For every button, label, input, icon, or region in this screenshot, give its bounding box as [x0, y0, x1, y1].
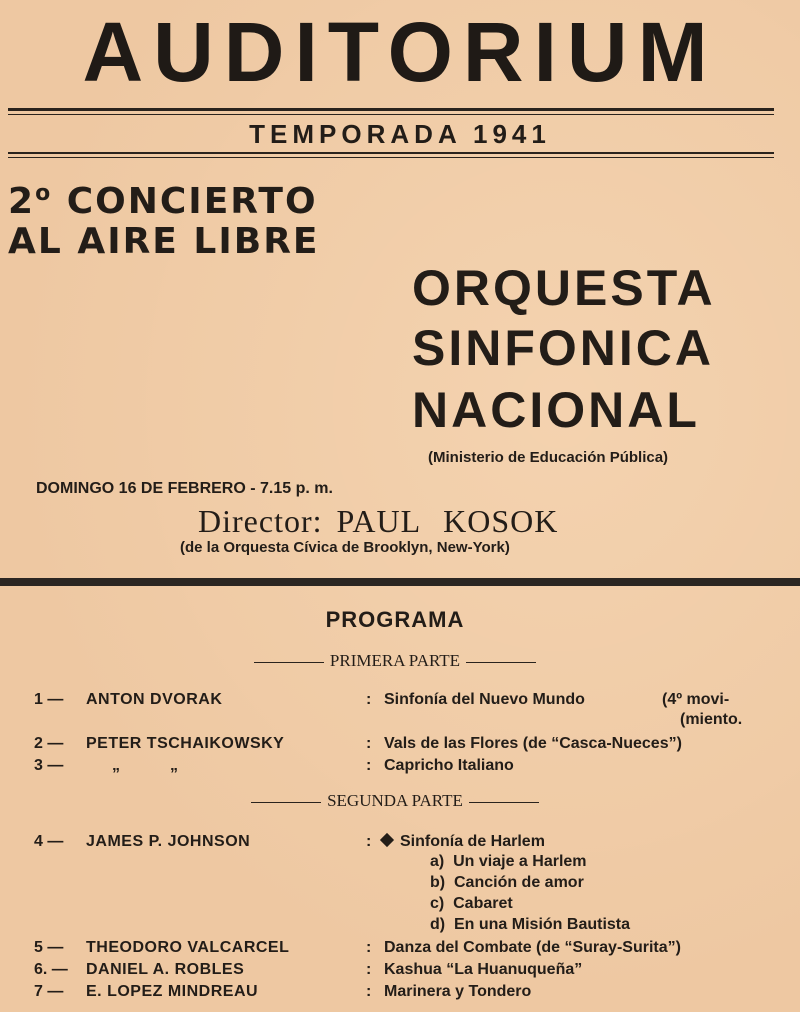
divider-rule: [8, 108, 774, 111]
part-heading-1: [0, 650, 790, 672]
item-number: 7 —: [34, 983, 64, 1000]
work-note: (miento.: [680, 711, 743, 728]
event-dateline: DOMINGO 16 DE FEBRERO - 7.15 p. m.: [36, 480, 333, 497]
separator-colon: :: [366, 833, 372, 850]
director-line: [198, 502, 558, 540]
orchestra-line-3: NACIONAL: [412, 382, 700, 438]
movement-item: c) Cabaret: [430, 895, 513, 912]
item-number: 4 —: [34, 833, 64, 850]
divider-rule: [8, 114, 774, 115]
movement-item: d) En una Misión Bautista: [430, 916, 631, 933]
separator-colon: :: [366, 735, 372, 752]
director-first-name: PAUL: [336, 503, 422, 539]
ordinal-mark: o: [35, 181, 53, 206]
separator-colon: :: [366, 961, 372, 978]
work-title: Kashua “La Huanuqueña”: [384, 961, 583, 978]
item-number: 2 —: [34, 735, 64, 752]
director-affiliation: (de la Orquesta Cívica de Brooklyn, New-York): [180, 539, 510, 556]
director-label: Director:: [198, 503, 323, 539]
item-number: 1 —: [34, 691, 64, 708]
work-title: Sinfonía del Nuevo Mundo: [384, 691, 585, 708]
ministry-note: (Ministerio de Educación Pública): [428, 449, 669, 466]
composer-name: JAMES P. JOHNSON: [86, 833, 251, 850]
composer-name: THEODORO VALCARCEL: [86, 939, 290, 956]
separator-colon: :: [366, 757, 372, 774]
separator-colon: :: [366, 983, 372, 1000]
director-last-name: KOSOK: [443, 503, 559, 539]
divider-rule: [8, 152, 774, 154]
work-title: Sinfonía de Harlem: [400, 833, 545, 850]
concert-number: 2: [8, 181, 36, 222]
composer-name: PETER TSCHAIKOWSKY: [86, 735, 285, 752]
separator-colon: :: [366, 691, 372, 708]
section-divider: [0, 578, 800, 586]
part-heading-2: [0, 790, 790, 812]
part-label: PRIMERA PARTE: [329, 651, 461, 670]
orchestra-line-1: ORQUESTA: [412, 260, 716, 316]
composer-name: E. LOPEZ MINDREAU: [86, 983, 259, 1000]
composer-name: DANIEL A. ROBLES: [86, 961, 245, 978]
season-label: TEMPORADA 1941: [249, 119, 551, 149]
work-title: Capricho Italiano: [384, 757, 514, 774]
concert-number-line: [8, 172, 318, 224]
divider-rule: [8, 157, 774, 158]
composer-name: ANTON DVORAK: [86, 691, 223, 708]
item-number: 3 —: [34, 757, 64, 774]
work-title: Vals de las Flores (de “Casca-Nueces”): [384, 735, 682, 752]
concert-word: CONCIERTO: [66, 181, 318, 222]
movement-item: b) Canción de amor: [430, 874, 584, 891]
part-label: SEGUNDA PARTE: [327, 791, 463, 810]
program-title: PROGRAMA: [325, 607, 465, 632]
diamond-icon: [380, 833, 394, 847]
movement-item: a) Un viaje a Harlem: [430, 853, 587, 870]
work-title-line: [378, 832, 545, 852]
orchestra-line-2: SINFONICA: [412, 320, 714, 376]
separator-colon: :: [366, 939, 372, 956]
work-title: Marinera y Tondero: [384, 983, 532, 1000]
concert-subtitle: AL AIRE LIBRE: [8, 221, 320, 262]
work-title: Danza del Combate (de “Suray-Surita”): [384, 939, 681, 956]
item-number: 6. —: [34, 961, 68, 978]
item-number: 5 —: [34, 939, 64, 956]
work-note: (4º movi-: [662, 691, 730, 708]
ditto-marks: „ „: [112, 757, 179, 774]
masthead-title: AUDITORIUM: [82, 5, 718, 99]
